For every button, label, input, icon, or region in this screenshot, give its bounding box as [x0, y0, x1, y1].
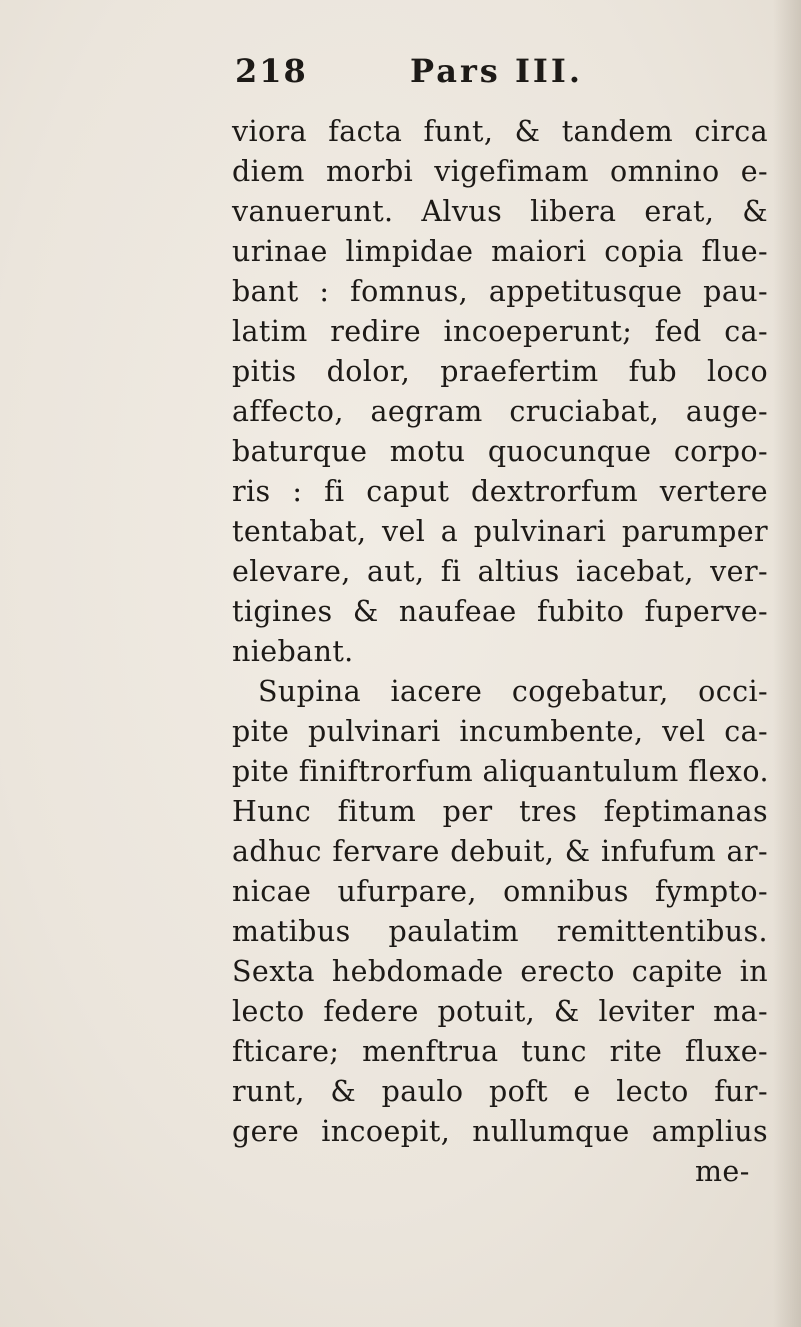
text-line: baturque motu quocunque corpo-: [232, 435, 768, 468]
paragraph-first-line: Supina iacere cogebatur, occi-: [258, 675, 768, 708]
catchword: me-: [695, 1155, 750, 1188]
text-line: runt, & paulo poft e lecto fur-: [232, 1075, 768, 1108]
text-line: matibus paulatim remittentibus.: [232, 915, 768, 948]
text-line: viora facta funt, & tandem circa: [232, 115, 768, 148]
text-line: latim redire incoeperunt; fed ca-: [232, 315, 768, 348]
text-line: fticare; menftrua tunc rite fluxe-: [232, 1035, 768, 1068]
text-line: Hunc fitum per tres feptimanas: [232, 795, 768, 828]
page-header: [235, 52, 735, 96]
page-edge-shadow: [773, 0, 801, 1327]
text-line: Sexta hebdomade erecto capite in: [232, 955, 768, 988]
text-line: elevare, aut, fi altius iacebat, ver-: [232, 555, 768, 588]
running-head: Pars III.: [410, 52, 583, 90]
text-line: vanuerunt. Alvus libera erat, &: [232, 195, 768, 228]
text-line: diem morbi vigefimam omnino e-: [232, 155, 768, 188]
text-line: nicae ufurpare, omnibus fympto-: [232, 875, 768, 908]
page-number: 218: [235, 52, 308, 90]
text-line: adhuc fervare debuit, & infufum ar-: [232, 835, 768, 868]
text-line: ris : fi caput dextrorfum vertere: [232, 475, 768, 508]
text-line: tentabat, vel a pulvinari parumper: [232, 515, 768, 548]
text-line: urinae limpidae maiori copia flue-: [232, 235, 768, 268]
text-line: bant : fomnus, appetitusque pau-: [232, 275, 768, 308]
text-line: pite pulvinari incumbente, vel ca-: [232, 715, 768, 748]
text-line: niebant.: [232, 635, 354, 668]
text-line: gere incoepit, nullumque amplius: [232, 1115, 768, 1148]
text-line: affecto, aegram cruciabat, auge-: [232, 395, 768, 428]
text-line: pite finiftrorfum aliquantulum flexo.: [232, 755, 769, 788]
text-line: tigines & naufeae fubito fuperve-: [232, 595, 768, 628]
text-line: pitis dolor, praefertim fub loco: [232, 355, 768, 388]
text-line: lecto federe potuit, & leviter ma-: [232, 995, 768, 1028]
